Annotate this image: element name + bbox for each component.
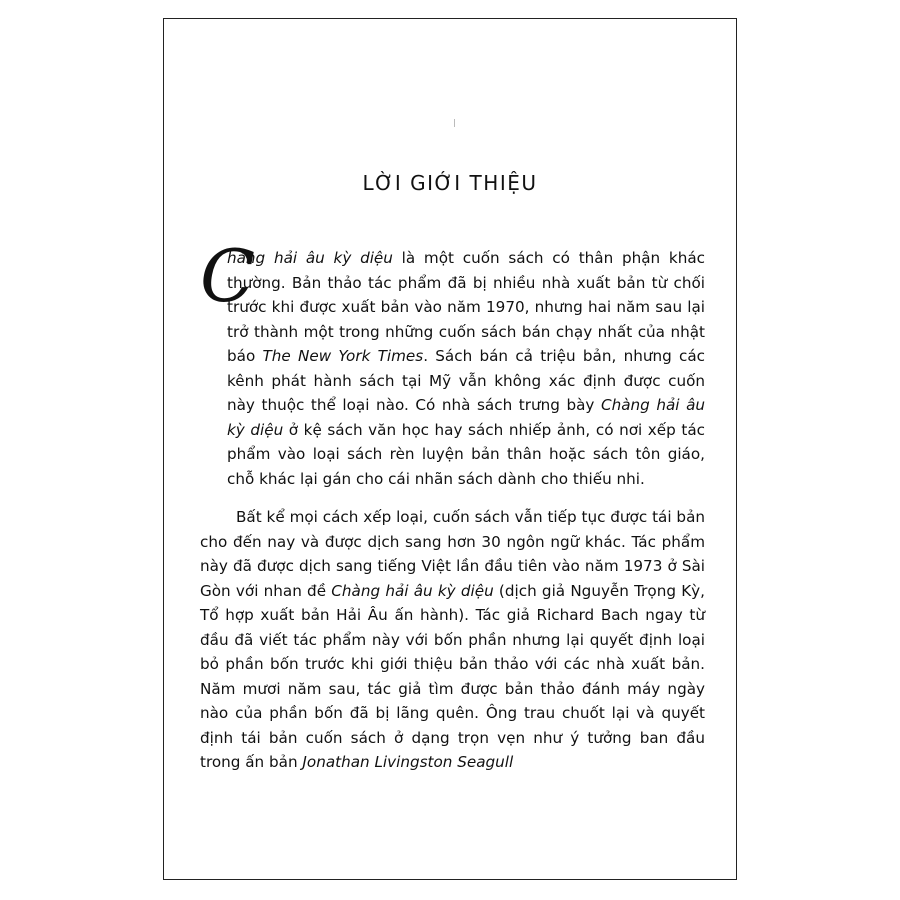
- book-title-italic: Chàng hải âu kỳ diệu: [227, 396, 706, 439]
- text-run: Bất kể mọi cách xếp loại, cuốn sách vẫn tiếp tục được tái bản cho đến nay và được dịch sang hơn 30 ngôn ngữ khác. Tác phẩm này đã được dịch sang tiếng Việt lần đầu tiên vào năm 1973 ở Sài Gòn với nhan đề: [200, 508, 705, 600]
- text-run: (dịch giả Nguyễn Trọng Kỳ, Tổ hợp xuất bản Hải Âu ấn hành). Tác giả Richard Bach ngay từ đầu đã viết tác phẩm này với bốn phần nhưng lại quyết định loại bỏ phần bốn trước khi giới thiệu bản thảo với các nhà xuất bản. Năm mươi năm sau, tác giả tìm được bản thảo đánh máy ngày nào của phần bốn đã bị lãng quên. Ông trau chuốt lại và quyết định tái bản cuốn sách ở dạng trọn vẹn như ý tưởng ban đầu trong ấn bản: [200, 581, 705, 771]
- book-page: [163, 18, 737, 880]
- chapter-title: LỜI GIỚI THIỆU: [362, 171, 538, 195]
- book-title-italic: hàng hải âu kỳ diệu: [227, 249, 393, 267]
- drop-cap: C: [200, 234, 256, 318]
- body-text: [200, 234, 706, 775]
- paragraph-1-text: [200, 246, 705, 491]
- text-run: ở kệ sách văn học hay sách nhiếp ảnh, có nơi xếp tác phẩm vào loại sách rèn luyện bản thân hoặc sách tôn giáo, chỗ khác lại gán cho cái nhãn sách dành cho thiếu nhi.: [227, 420, 705, 488]
- paragraph-1: [200, 234, 706, 491]
- book-title-italic: Jonathan Livingston Seagull: [302, 753, 514, 771]
- page-mark: [454, 119, 455, 127]
- newspaper-title-italic: The New York Times: [262, 347, 424, 365]
- book-title-italic: Chàng hải âu kỳ diệu: [331, 581, 494, 600]
- text-run: là một cuốn sách có thân phận khác thường. Bản thảo tác phẩm đã bị nhiều nhà xuất bản từ chối trước khi được xuất bản vào năm 1970, nhưng hai năm sau lại trở thành một trong những cuốn sách bán chạy nhất của nhật báo: [227, 249, 705, 365]
- paragraph-2: [200, 505, 705, 775]
- text-run: . Sách bán cả triệu bản, nhưng các kênh phát hành sách tại Mỹ vẫn không xác định được cuốn này thuộc thể loại nào. Có nhà sách trưng bày: [227, 347, 705, 414]
